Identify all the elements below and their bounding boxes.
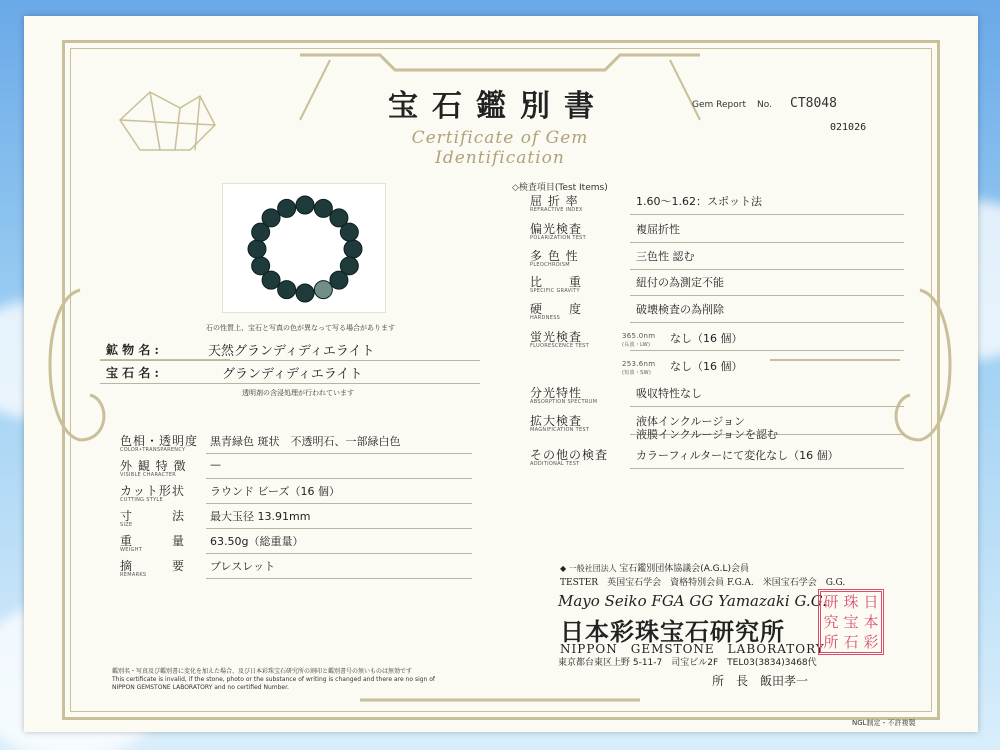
test-label-en: POLARIZATION TEST <box>530 235 587 241</box>
test-label-en: FLUORESCENCE TEST <box>530 343 589 349</box>
association-name: 宝石鑑別団体協議会(A.G.L)会員 <box>619 564 749 574</box>
bead <box>314 199 332 217</box>
lab-address: 東京都台東区上野 5-11-7 司宝ビル2F TEL03(3834)3468代 <box>558 658 817 668</box>
bead <box>296 196 314 214</box>
property-label: 摘 要 <box>120 559 186 573</box>
treatment-note: 透明剤の含浸処理が行われています <box>242 389 354 397</box>
fluor-lw-tag: (長波・LW) <box>622 342 651 348</box>
test-label: 多 色 性 <box>530 249 579 263</box>
test-label-en: MAGNIFICATION TEST <box>530 427 590 433</box>
bead <box>344 240 362 258</box>
director-name: 所 長 飯田孝一 <box>712 674 809 688</box>
test-label: 蛍光検査 <box>530 330 583 344</box>
test-value: 吸収特性なし <box>636 387 702 400</box>
crystal-logo-icon <box>120 92 215 150</box>
mineral-label: 鉱 物 名 : <box>106 343 159 357</box>
bracelet-image <box>223 184 387 314</box>
signature: Mayo Seiko FGA GG Yamazaki G.G. <box>558 592 827 610</box>
test-rule <box>630 468 904 469</box>
test-label: その他の検査 <box>530 448 609 462</box>
property-label-en: WEIGHT <box>120 547 143 553</box>
property-label-en: SIZE <box>120 522 133 528</box>
ngl-mark: NGL制定・不許複製 <box>852 719 916 727</box>
test-label: 屈 折 率 <box>530 194 579 208</box>
property-label: 寸 法 <box>120 509 186 523</box>
property-value: 最大玉径 13.91mm <box>210 510 311 523</box>
fluor-sw-tag: (短波・SW) <box>622 370 652 376</box>
property-rule <box>206 553 472 554</box>
property-rule <box>206 503 472 504</box>
test-label-en: ADDITIONAL TEST <box>530 461 580 467</box>
photo-note: 石の性質上、宝石と写真の色が異なって写る場合があります <box>206 324 395 332</box>
test-value: 三色性 認む <box>636 250 695 263</box>
page-title: 宝石鑑別書 <box>388 89 608 124</box>
property-value: ブレスレット <box>210 560 276 573</box>
report-code: CT8048 <box>790 96 837 111</box>
gem-photo <box>222 183 386 313</box>
diamond-icon: ◆ <box>560 564 567 573</box>
test-value: カラーフィルターにて変化なし（16 個） <box>636 449 839 462</box>
test-label-en: HARDNESS <box>530 315 561 321</box>
magnification-value-2: 液膜インクルージョンを認む <box>636 428 779 441</box>
association-line <box>560 561 749 574</box>
property-rule <box>206 478 472 479</box>
test-label: 分光特性 <box>530 386 583 400</box>
test-rule <box>630 269 904 270</box>
gem-value: グランディディエライト <box>222 367 363 382</box>
property-label-en: COLOR•TRANSPARENCY <box>120 447 186 453</box>
footer-jp: 鑑別名・写真及び鑑別書に変化を加えた場合、及び日本彩珠宝石研究所の割印と鑑別書号の無いものは無効です <box>112 668 413 675</box>
test-label: 比 重 <box>530 275 583 289</box>
property-rule <box>206 528 472 529</box>
test-label: 偏光検査 <box>530 222 583 236</box>
bead <box>262 209 280 227</box>
bead <box>340 223 358 241</box>
bead <box>314 281 332 299</box>
mineral-value: 天然グランディディエライト <box>208 344 375 359</box>
test-rule <box>630 322 904 323</box>
test-label-en: PLEOCHROISM <box>530 262 570 268</box>
test-value: 破壊検査の為削除 <box>636 303 724 316</box>
bead <box>252 257 270 275</box>
property-label-en: REMARKS <box>120 572 147 578</box>
test-rule <box>630 242 904 243</box>
property-rule <box>206 578 472 579</box>
fluor-lw-nm: 365.0nm <box>622 332 656 340</box>
property-label: 外 観 特 徴 <box>120 459 187 473</box>
serial-number: 021026 <box>830 122 867 133</box>
bead <box>296 284 314 302</box>
test-value: 複屈折性 <box>636 223 680 236</box>
property-value: ラウンド ビーズ（16 個） <box>210 485 340 498</box>
test-rule <box>630 350 904 351</box>
property-value: 黒青緑色 斑状 不透明石、一部緑白色 <box>210 435 401 448</box>
test-label: 硬 度 <box>530 302 583 316</box>
report-number <box>692 96 837 111</box>
bead <box>278 199 296 217</box>
property-label-en: VISIBLE CHARACTER <box>120 472 177 478</box>
fluor-lw-value: なし（16 個） <box>670 332 743 345</box>
test-label-en: SPECIFIC GRAVITY <box>530 288 580 294</box>
property-label-en: CUTTING STYLE <box>120 497 163 503</box>
footer-en-2: NIPPON GEMSTONE LABORATORY and no certified Number. <box>112 684 289 691</box>
fluor-sw-value: なし（16 個） <box>670 360 743 373</box>
lab-name-jp: 日本彩珠宝石研究所 <box>560 618 785 646</box>
test-value: 紐付の為測定不能 <box>636 276 724 289</box>
property-label: カット形状 <box>120 484 185 498</box>
bead <box>278 281 296 299</box>
test-rule <box>630 214 904 215</box>
gem-rule <box>100 383 480 384</box>
lab-name-en: NIPPON GEMSTONE LABORATORY <box>560 642 825 656</box>
test-value: 1.60～1.62：スポット法 <box>636 195 762 208</box>
red-seal-stamp: 研 珠 日 究 宝 本 所 石 彩 <box>818 589 884 655</box>
test-label-en: ABSORPTION SPECTRUM <box>530 399 598 405</box>
test-label: 拡大検査 <box>530 414 583 428</box>
bead <box>248 240 266 258</box>
footer-en-1: This certificate is invalid, if the stone, photo or the substance of writing is changed and there are no sign of <box>112 676 436 683</box>
test-value: 液体インクルージョン <box>636 415 746 428</box>
property-rule <box>206 453 472 454</box>
mineral-rule <box>100 360 480 361</box>
association-prefix: 一般社団法人 <box>568 564 617 573</box>
property-label: 重 量 <box>120 534 186 548</box>
property-label: 色相・透明度 <box>120 434 199 448</box>
bead <box>330 271 348 289</box>
tester-line: TESTER 英国宝石学会 資格特別会員 F.G.A. 米国宝石学会 G.G. <box>560 578 846 588</box>
test-label-en: REFRACTIVE INDEX <box>530 207 583 213</box>
report-label: Gem Report <box>692 100 746 110</box>
test-header: ◇検査項目(Test Items) <box>512 183 608 193</box>
property-value: 63.50g（総重量） <box>210 535 304 548</box>
report-no-label: No. <box>757 100 772 110</box>
page-subtitle: Certificate of Gem Identification <box>411 128 589 168</box>
gem-label: 宝 石 名 : <box>106 366 159 380</box>
fluor-sw-nm: 253.6nm <box>622 360 656 368</box>
property-value: — <box>210 458 221 471</box>
test-rule <box>630 406 904 407</box>
test-rule <box>630 295 904 296</box>
